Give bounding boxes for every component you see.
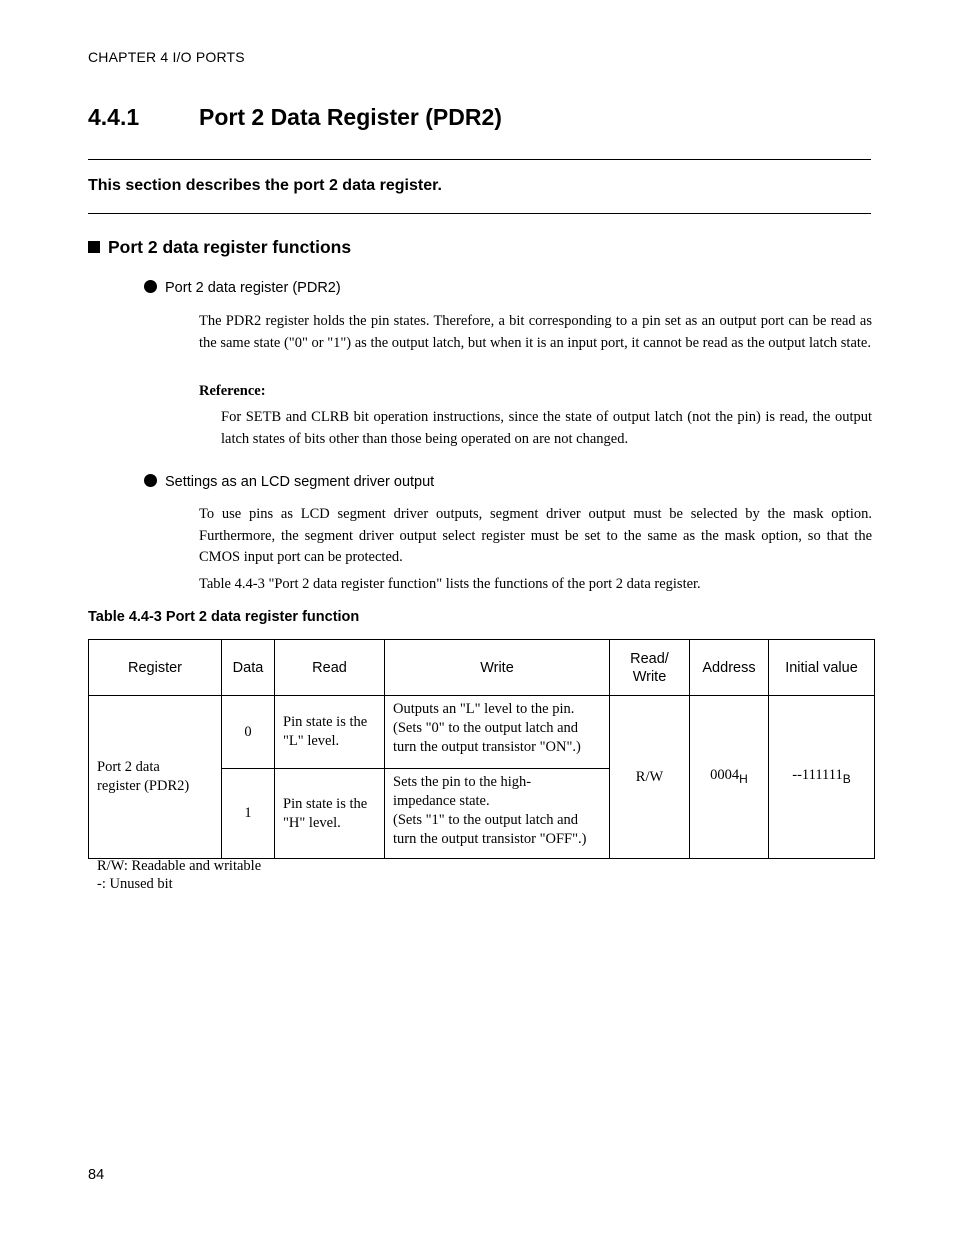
cell-write: Sets the pin to the high- impedance state. (Sets "1" to the output latch and turn the output transistor "OFF".): [385, 769, 610, 859]
bullet-lcd-text: Settings as an LCD segment driver output: [165, 474, 435, 490]
cell-read-write: R/W: [610, 696, 690, 859]
section-summary: This section describes the port 2 data register.: [88, 177, 442, 194]
header-write: Write: [385, 640, 610, 696]
pdr2-paragraph: The PDR2 register holds the pin states. Therefore, a bit corresponding to a pin set as an output port can be read as the same state ("0" or "1") as the output latch, but when it is an input port, it cannot be read as the output latch state.: [199, 313, 872, 351]
section-title-text: Port 2 Data Register (PDR2): [199, 104, 502, 130]
header-read: Read: [275, 640, 385, 696]
circle-bullet-icon: [144, 280, 157, 293]
header-address: Address: [690, 640, 769, 696]
note-unused: -: Unused bit: [97, 876, 173, 892]
page-number: 84: [88, 1167, 105, 1183]
table-header-row: [89, 640, 875, 696]
functions-heading-text: Port 2 data register functions: [108, 237, 352, 257]
bullet-pdr2: [144, 280, 341, 296]
table-notes: [97, 857, 261, 893]
cell-register-name: Port 2 data register (PDR2): [89, 696, 222, 859]
cell-write: Outputs an "L" level to the pin. (Sets "0" to the output latch and turn the output transistor "ON".): [385, 696, 610, 769]
section-number: 4.4.1: [88, 104, 140, 130]
lcd-paragraph: To use pins as LCD segment driver outputs, segment driver output must be selected by the mask option. Furthermore, the segment driver output select register must be set to the same as the mask option, so that the CMOS input port can be protected.: [199, 506, 872, 565]
cell-data: 0: [222, 696, 275, 769]
bullet-pdr2-text: Port 2 data register (PDR2): [165, 280, 341, 296]
section-title: [88, 104, 502, 131]
circle-bullet-icon: [144, 474, 157, 487]
chapter-header: CHAPTER 4 I/O PORTS: [88, 49, 245, 65]
note-rw: R/W: Readable and writable: [97, 858, 262, 874]
functions-heading: [88, 237, 351, 258]
reference-label: Reference:: [199, 383, 266, 399]
divider-top: [88, 159, 871, 160]
divider-bottom: [88, 213, 871, 214]
header-data: Data: [222, 640, 275, 696]
table-row: [89, 696, 875, 769]
cell-data: 1: [222, 769, 275, 859]
cell-read: Pin state is the "H" level.: [275, 769, 385, 859]
cell-address: $0004_H$: [690, 696, 769, 859]
square-bullet-icon: [88, 241, 100, 253]
header-read-write: Read/ Write: [610, 640, 690, 696]
header-initial-value: Initial value: [769, 640, 875, 696]
reference-text: For SETB and CLRB bit operation instructions, since the state of output latch (not the pin) is read, the output latch states of bits other than those being operated on are not changed.: [221, 409, 872, 447]
table-caption: Table 4.4-3 Port 2 data register function: [88, 609, 360, 625]
table-reference-paragraph: Table 4.4-3 "Port 2 data register function" lists the functions of the port 2 data register.: [199, 576, 701, 592]
cell-read: Pin state is the "L" level.: [275, 696, 385, 769]
cell-initial-value: $--111111_B$: [769, 696, 875, 859]
header-register: Register: [89, 640, 222, 696]
bullet-lcd: [144, 474, 434, 490]
register-table: [88, 639, 875, 859]
